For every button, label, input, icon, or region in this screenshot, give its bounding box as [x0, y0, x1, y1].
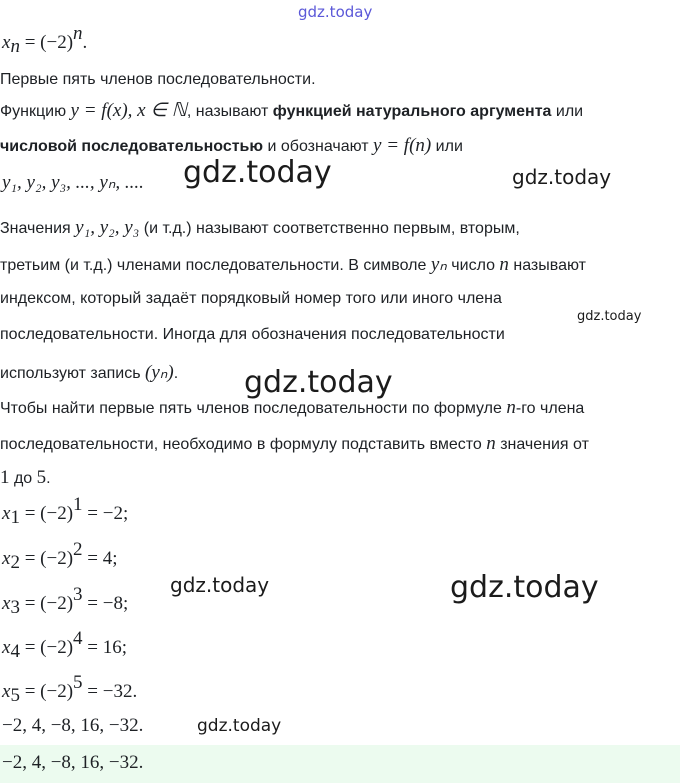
- values-line-3: индексом, который задаёт порядковый номер того или иного члена: [0, 290, 502, 307]
- method-line-3: [0, 467, 51, 489]
- text: называют: [508, 257, 586, 274]
- text: используют запись: [0, 365, 146, 382]
- values-line-5: [0, 361, 178, 384]
- method-line-1: [0, 397, 584, 419]
- text: до: [9, 470, 37, 487]
- watermark: gdz.today: [298, 3, 373, 21]
- watermark: gdz.today: [450, 570, 599, 605]
- math: n: [486, 433, 496, 454]
- calc-line-5: [2, 672, 138, 706]
- formula-end: .: [82, 32, 88, 53]
- watermark: gdz.today: [197, 716, 282, 736]
- values-line-1: [0, 217, 520, 239]
- calc-line-2: [2, 539, 118, 573]
- text: последовательности, необходимо в формулу подставить вместо: [0, 436, 487, 453]
- definition-line-1: [0, 99, 583, 122]
- math: x: [2, 681, 11, 702]
- calc-line-3: [2, 584, 129, 618]
- formula-sup: n: [73, 23, 83, 44]
- math: y₁, y₂, y₃: [75, 217, 140, 238]
- math: = (−2): [19, 637, 74, 658]
- text: , называют: [186, 103, 273, 120]
- math: y₁, y₂, y₃, ..., yₙ, ....: [2, 172, 144, 193]
- calc-line-4: [2, 628, 128, 662]
- math: x: [2, 503, 11, 524]
- result: = 16;: [82, 637, 128, 658]
- text: или: [431, 138, 463, 155]
- values-line-2: [0, 253, 586, 276]
- index: 5: [10, 685, 20, 706]
- watermark: gdz.today: [244, 365, 393, 400]
- text: Чтобы найти первые пять членов последовательности по формуле: [0, 400, 507, 417]
- result: = −2;: [82, 503, 129, 524]
- text: значения от: [495, 436, 589, 453]
- math: x: [2, 637, 11, 658]
- definition-line-2: [0, 135, 463, 157]
- power: 5: [73, 672, 83, 693]
- math: 5: [36, 467, 47, 488]
- math: = (−2): [19, 681, 74, 702]
- math: = (−2): [19, 548, 74, 569]
- formula: [2, 23, 88, 57]
- math: x: [2, 548, 11, 569]
- index: 4: [10, 641, 20, 662]
- math: y = f(x), x ∈ ℕ: [70, 100, 187, 121]
- formula-lhs: x: [2, 32, 11, 53]
- answer-text: −2, 4, −8, 16, −32.: [2, 752, 144, 773]
- result: = −32.: [82, 681, 138, 702]
- text: Функцию: [0, 103, 71, 120]
- index: 2: [10, 552, 20, 573]
- calc-line-1: [2, 494, 129, 528]
- formula-eq: = (−2): [19, 32, 74, 53]
- watermark: gdz.today: [512, 165, 612, 189]
- formula-sub: n: [10, 36, 20, 57]
- bold-term: числовой последовательностью: [0, 138, 264, 155]
- index: 1: [10, 507, 20, 528]
- math: n: [506, 397, 516, 418]
- text: .: [46, 470, 51, 487]
- text: -го члена: [515, 400, 585, 417]
- power: 1: [73, 494, 83, 515]
- text: (и т.д.) называют соответственно первым, вторым,: [139, 220, 520, 237]
- power: 3: [73, 584, 83, 605]
- method-line-2: [0, 433, 589, 455]
- sequence-result: −2, 4, −8, 16, −32.: [2, 715, 144, 736]
- answer-box: [0, 745, 680, 783]
- index: 3: [10, 597, 20, 618]
- text: .: [173, 365, 179, 382]
- power: 2: [73, 539, 83, 560]
- math: 1: [0, 467, 10, 488]
- text: и обозначают: [263, 138, 374, 155]
- watermark: gdz.today: [183, 155, 332, 190]
- intro-text: Первые пять членов последовательности.: [0, 71, 316, 88]
- math: yₙ: [430, 254, 447, 275]
- bold-term: функцией натурального аргумента: [272, 103, 552, 120]
- text: Значения: [0, 220, 76, 237]
- text: третьим (и т.д.) членами последовательности. В символе: [0, 257, 431, 274]
- result: = 4;: [82, 548, 118, 569]
- math: = (−2): [19, 593, 74, 614]
- text: или: [551, 103, 584, 120]
- result: = −8;: [82, 593, 129, 614]
- math: n: [499, 254, 509, 275]
- math: x: [2, 593, 11, 614]
- math: (yₙ): [145, 362, 174, 383]
- math: y = f(n): [373, 135, 432, 156]
- watermark: gdz.today: [577, 309, 642, 324]
- watermark: gdz.today: [170, 573, 270, 597]
- values-line-4: последовательности. Иногда для обозначения последовательности: [0, 326, 505, 343]
- text: число: [446, 257, 500, 274]
- definition-line-3: [2, 171, 144, 194]
- power: 4: [73, 628, 83, 649]
- math: = (−2): [19, 503, 74, 524]
